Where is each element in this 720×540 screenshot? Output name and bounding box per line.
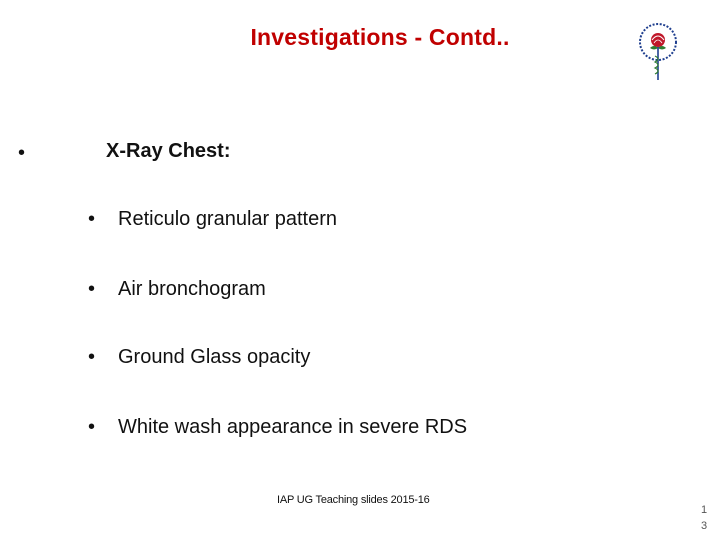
list-item-text: Air bronchogram <box>118 278 266 300</box>
list-bullet: • <box>88 208 96 230</box>
list-bullet: • <box>88 346 96 368</box>
list-item <box>88 346 310 369</box>
list-bullet: • <box>88 278 96 300</box>
page-number-digit: 3 <box>700 520 708 532</box>
list-item <box>88 278 266 301</box>
list-bullet: • <box>88 416 96 438</box>
heading-bullet: • <box>18 142 26 164</box>
list-item-text: White wash appearance in severe RDS <box>118 416 468 438</box>
page-number <box>698 502 710 534</box>
slide-title: Investigations - Contd.. <box>250 24 510 50</box>
iap-emblem-icon <box>636 20 680 84</box>
slide-footer: IAP UG Teaching slides 2015-16 <box>277 494 430 506</box>
list-item <box>88 416 467 439</box>
section-heading: X-Ray Chest: <box>106 140 231 162</box>
list-item-text: Ground Glass opacity <box>118 346 311 368</box>
list-item <box>88 208 337 231</box>
page-number-digit: 1 <box>700 504 708 516</box>
list-item-text: Reticulo granular pattern <box>118 208 338 230</box>
